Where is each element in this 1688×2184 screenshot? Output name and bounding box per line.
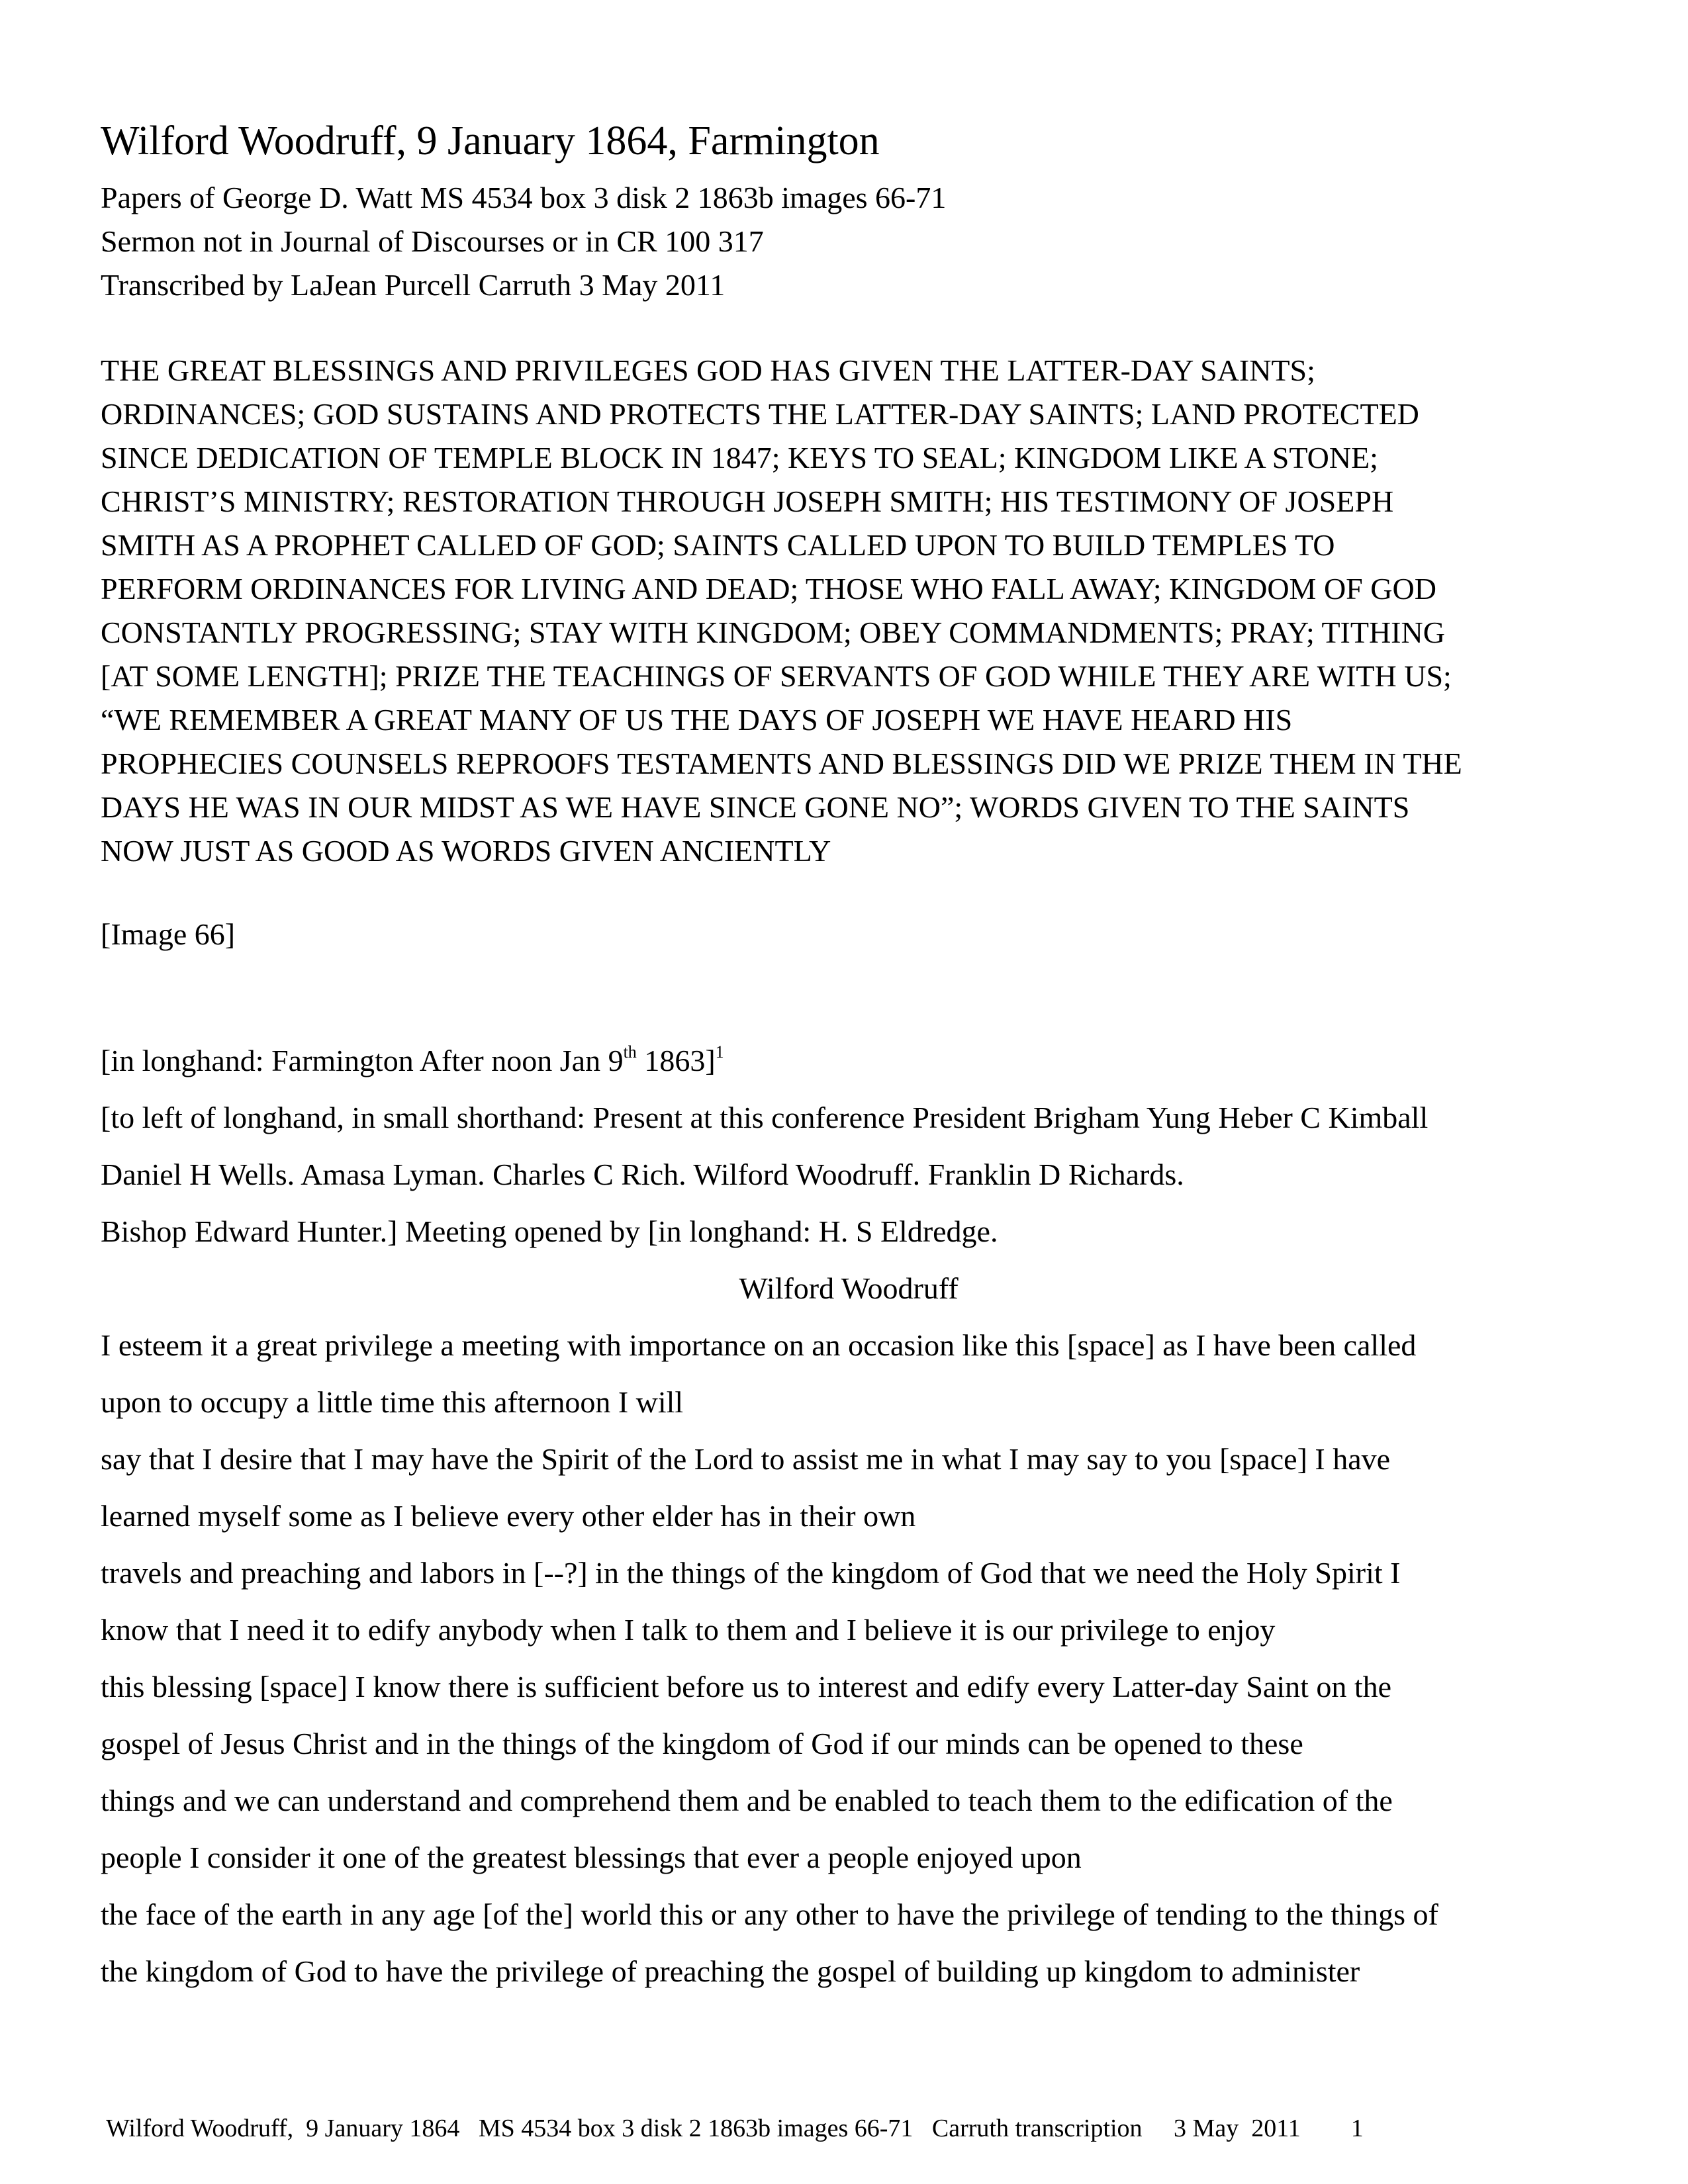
body-line: the face of the earth in any age [of the] world this or any other to have the privilege of tending to the things of bbox=[101, 1897, 1438, 1931]
summary-line: CONSTANTLY PROGRESSING; STAY WITH KINGDOM; OBEY COMMANDMENTS; PRAY; TITHING bbox=[101, 615, 1445, 649]
source-line: Papers of George D. Watt MS 4534 box 3 disk 2 1863b images 66-71 bbox=[101, 181, 947, 214]
summary-line: “WE REMEMBER A GREAT MANY OF US THE DAYS OF JOSEPH WE HAVE HEARD HIS bbox=[101, 703, 1293, 737]
body-line: gospel of Jesus Christ and in the things of the kingdom of God if our minds can be opened to these bbox=[101, 1727, 1303, 1760]
note-line: Sermon not in Journal of Discourses or in CR 100 317 bbox=[101, 224, 764, 258]
longhand-prefix: [in longhand: Farmington After noon Jan 9 bbox=[101, 1044, 624, 1077]
transcriber-line: Transcribed by LaJean Purcell Carruth 3 May 2011 bbox=[101, 268, 726, 302]
body-line: I esteem it a great privilege a meeting with importance on an occasion like this [space] as I have been called bbox=[101, 1328, 1417, 1362]
attendance-line: Daniel H Wells. Amasa Lyman. Charles C Rich. Wilford Woodruff. Franklin D Richards. bbox=[101, 1158, 1184, 1191]
summary-line: THE GREAT BLESSINGS AND PRIVILEGES GOD HAS GIVEN THE LATTER-DAY SAINTS; bbox=[101, 353, 1315, 387]
summary-line: CHRIST’S MINISTRY; RESTORATION THROUGH JOSEPH SMITH; HIS TESTIMONY OF JOSEPH bbox=[101, 484, 1394, 518]
summary-line: SMITH AS A PROPHET CALLED OF GOD; SAINTS CALLED UPON TO BUILD TEMPLES TO bbox=[101, 528, 1335, 562]
longhand-suffix: 1863] bbox=[636, 1044, 716, 1077]
summary-line: ORDINANCES; GOD SUSTAINS AND PROTECTS THE LATTER-DAY SAINTS; LAND PROTECTED bbox=[101, 397, 1419, 431]
body-line: learned myself some as I believe every other elder has in their own bbox=[101, 1499, 916, 1533]
page-footer bbox=[106, 2113, 1364, 2144]
body-line: travels and preaching and labors in [--?] in the things of the kingdom of God that we need the Holy Spirit I bbox=[101, 1556, 1401, 1590]
summary-line: PROPHECIES COUNSELS REPROOFS TESTAMENTS AND BLESSINGS DID WE PRIZE THEM IN THE bbox=[101, 747, 1462, 780]
attendance-line: [to left of longhand, in small shorthand: Present at this conference President Brigham Yung Heber C Kimball bbox=[101, 1101, 1429, 1134]
document-title: Wilford Woodruff, 9 January 1864, Farmington bbox=[101, 118, 880, 163]
footer-text: Wilford Woodruff, 9 January 1864 MS 4534 box 3 disk 2 1863b images 66-71 Carruth transcription 3 May 2011 bbox=[106, 2115, 1301, 2142]
body-line: this blessing [space] I know there is sufficient before us to interest and edify every Latter-day Saint on the bbox=[101, 1670, 1392, 1704]
footnote-marker: 1 bbox=[715, 1042, 724, 1062]
summary-line: DAYS HE WAS IN OUR MIDST AS WE HAVE SINCE GONE NO”; WORDS GIVEN TO THE SAINTS bbox=[101, 790, 1410, 824]
summary-line: [AT SOME LENGTH]; PRIZE THE TEACHINGS OF SERVANTS OF GOD WHILE THEY ARE WITH US; bbox=[101, 659, 1452, 693]
summary-line: NOW JUST AS GOOD AS WORDS GIVEN ANCIENTLY bbox=[101, 834, 831, 868]
page-number: 1 bbox=[1350, 2115, 1364, 2142]
summary-line: SINCE DEDICATION OF TEMPLE BLOCK IN 1847; KEYS TO SEAL; KINGDOM LIKE A STONE; bbox=[101, 441, 1378, 475]
summary-line: PERFORM ORDINANCES FOR LIVING AND DEAD; THOSE WHO FALL AWAY; KINGDOM OF GOD bbox=[101, 572, 1436, 606]
speaker-name: Wilford Woodruff bbox=[739, 1271, 959, 1305]
sermon-summary bbox=[101, 349, 1597, 873]
body-line: things and we can understand and comprehend them and be enabled to teach them to the edification of the bbox=[101, 1784, 1393, 1817]
attendance-line: Bishop Edward Hunter.] Meeting opened by [in longhand: H. S Eldredge. bbox=[101, 1214, 998, 1248]
body-line: the kingdom of God to have the privilege of preaching the gospel of building up kingdom to administer bbox=[101, 1954, 1360, 1988]
body-line: upon to occupy a little time this afternoon I will bbox=[101, 1385, 684, 1419]
body-line: know that I need it to edify anybody when I talk to them and I believe it is our privilege to enjoy bbox=[101, 1613, 1276, 1647]
body-line: say that I desire that I may have the Spirit of the Lord to assist me in what I may say to you [space] I have bbox=[101, 1442, 1391, 1476]
body-line: people I consider it one of the greatest blessings that ever a people enjoyed upon bbox=[101, 1841, 1082, 1874]
ordinal-suffix: th bbox=[623, 1042, 637, 1062]
image-reference: [Image 66] bbox=[101, 917, 236, 951]
transcription bbox=[101, 1032, 1597, 2000]
longhand-heading bbox=[101, 1032, 1597, 1089]
